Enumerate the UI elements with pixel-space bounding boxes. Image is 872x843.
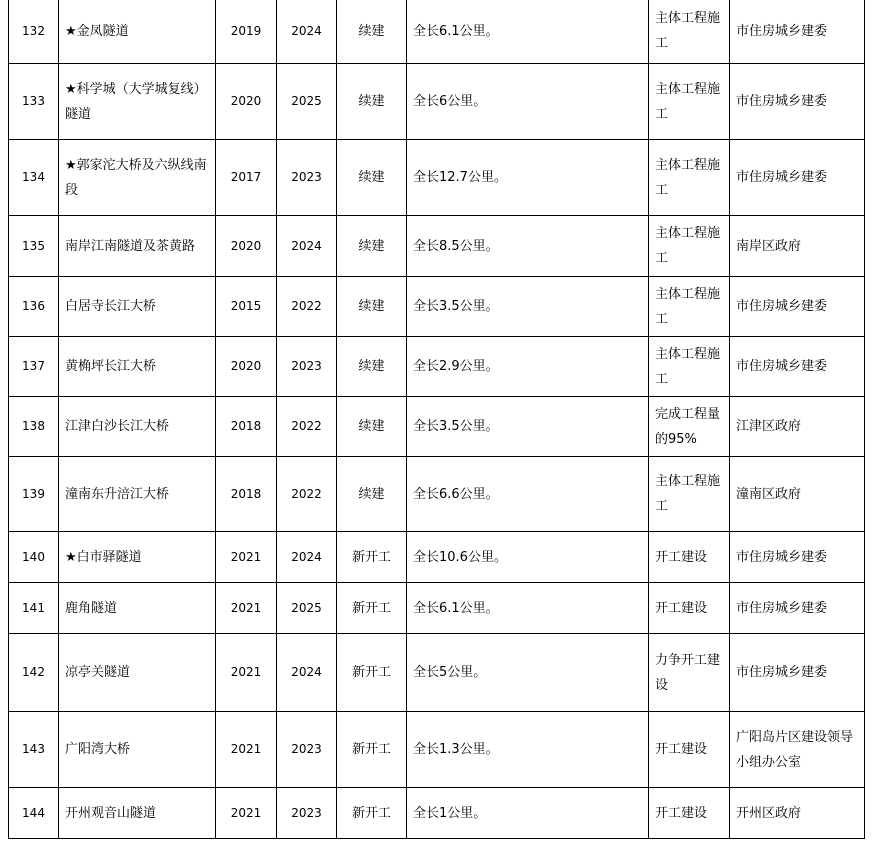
construction-scale-cell: 全长12.7公里。 [407, 140, 649, 216]
row-number-cell: 139 [9, 457, 59, 532]
table-row [9, 583, 865, 634]
project-name-cell: 潼南东升涪江大桥 [59, 457, 216, 532]
construction-scale-cell: 全长6公里。 [407, 64, 649, 140]
construction-type-cell: 续建 [337, 277, 407, 337]
construction-type-cell: 新开工 [337, 634, 407, 712]
project-name-cell: ★白市驿隧道 [59, 532, 216, 583]
annual-progress-cell: 主体工程施工 [649, 457, 730, 532]
construction-type-cell: 续建 [337, 140, 407, 216]
construction-scale-cell: 全长1.3公里。 [407, 712, 649, 788]
annual-progress-cell: 开工建设 [649, 532, 730, 583]
end-year-cell: 2025 [277, 64, 337, 140]
construction-scale-cell: 全长5公里。 [407, 634, 649, 712]
responsible-unit-cell: 开州区政府 [730, 788, 865, 839]
end-year-cell: 2023 [277, 337, 337, 397]
table-row [9, 277, 865, 337]
construction-scale-cell: 全长10.6公里。 [407, 532, 649, 583]
annual-progress-cell: 主体工程施工 [649, 0, 730, 64]
annual-progress-cell: 开工建设 [649, 788, 730, 839]
table-body [9, 0, 865, 839]
end-year-cell: 2022 [277, 457, 337, 532]
responsible-unit-cell: 市住房城乡建委 [730, 583, 865, 634]
row-number-cell: 138 [9, 397, 59, 457]
project-name-cell: 南岸江南隧道及茶黄路 [59, 216, 216, 277]
row-number-cell: 133 [9, 64, 59, 140]
project-name-cell: ★科学城（大学城复线）隧道 [59, 64, 216, 140]
table-row [9, 634, 865, 712]
construction-type-cell: 续建 [337, 337, 407, 397]
row-number-cell: 141 [9, 583, 59, 634]
construction-type-cell: 续建 [337, 0, 407, 64]
end-year-cell: 2023 [277, 712, 337, 788]
responsible-unit-cell: 市住房城乡建委 [730, 64, 865, 140]
end-year-cell: 2022 [277, 397, 337, 457]
construction-scale-cell: 全长2.9公里。 [407, 337, 649, 397]
annual-progress-cell: 完成工程量的95% [649, 397, 730, 457]
annual-progress-cell: 主体工程施工 [649, 140, 730, 216]
start-year-cell: 2021 [216, 532, 277, 583]
end-year-cell: 2024 [277, 634, 337, 712]
end-year-cell: 2023 [277, 140, 337, 216]
project-name-cell: ★郭家沱大桥及六纵线南段 [59, 140, 216, 216]
construction-scale-cell: 全长6.6公里。 [407, 457, 649, 532]
project-name-cell: 白居寺长江大桥 [59, 277, 216, 337]
table-row [9, 788, 865, 839]
construction-type-cell: 新开工 [337, 712, 407, 788]
construction-scale-cell: 全长3.5公里。 [407, 277, 649, 337]
start-year-cell: 2020 [216, 216, 277, 277]
responsible-unit-cell: 南岸区政府 [730, 216, 865, 277]
start-year-cell: 2020 [216, 337, 277, 397]
project-name-cell: ★金凤隧道 [59, 0, 216, 64]
table-row [9, 0, 865, 64]
annual-progress-cell: 主体工程施工 [649, 337, 730, 397]
responsible-unit-cell: 江津区政府 [730, 397, 865, 457]
responsible-unit-cell: 市住房城乡建委 [730, 0, 865, 64]
annual-progress-cell: 力争开工建设 [649, 634, 730, 712]
construction-scale-cell: 全长6.1公里。 [407, 0, 649, 64]
construction-type-cell: 新开工 [337, 583, 407, 634]
start-year-cell: 2021 [216, 712, 277, 788]
row-number-cell: 142 [9, 634, 59, 712]
project-name-cell: 黄桷坪长江大桥 [59, 337, 216, 397]
row-number-cell: 144 [9, 788, 59, 839]
responsible-unit-cell: 市住房城乡建委 [730, 277, 865, 337]
annual-progress-cell: 开工建设 [649, 712, 730, 788]
row-number-cell: 140 [9, 532, 59, 583]
project-table [8, 0, 865, 839]
table-row [9, 712, 865, 788]
construction-type-cell: 续建 [337, 216, 407, 277]
start-year-cell: 2017 [216, 140, 277, 216]
responsible-unit-cell: 市住房城乡建委 [730, 532, 865, 583]
project-name-cell: 开州观音山隧道 [59, 788, 216, 839]
start-year-cell: 2019 [216, 0, 277, 64]
start-year-cell: 2021 [216, 788, 277, 839]
table-row [9, 397, 865, 457]
project-name-cell: 江津白沙长江大桥 [59, 397, 216, 457]
responsible-unit-cell: 市住房城乡建委 [730, 337, 865, 397]
end-year-cell: 2024 [277, 216, 337, 277]
table-row [9, 337, 865, 397]
construction-type-cell: 续建 [337, 64, 407, 140]
end-year-cell: 2023 [277, 788, 337, 839]
row-number-cell: 134 [9, 140, 59, 216]
responsible-unit-cell: 广阳岛片区建设领导小组办公室 [730, 712, 865, 788]
table-row [9, 457, 865, 532]
end-year-cell: 2022 [277, 277, 337, 337]
project-name-cell: 广阳湾大桥 [59, 712, 216, 788]
responsible-unit-cell: 潼南区政府 [730, 457, 865, 532]
annual-progress-cell: 主体工程施工 [649, 64, 730, 140]
end-year-cell: 2024 [277, 532, 337, 583]
project-name-cell: 鹿角隧道 [59, 583, 216, 634]
responsible-unit-cell: 市住房城乡建委 [730, 634, 865, 712]
construction-scale-cell: 全长8.5公里。 [407, 216, 649, 277]
end-year-cell: 2024 [277, 0, 337, 64]
row-number-cell: 132 [9, 0, 59, 64]
project-name-cell: 凉亭关隧道 [59, 634, 216, 712]
annual-progress-cell: 开工建设 [649, 583, 730, 634]
construction-type-cell: 续建 [337, 457, 407, 532]
end-year-cell: 2025 [277, 583, 337, 634]
start-year-cell: 2015 [216, 277, 277, 337]
table-row [9, 532, 865, 583]
construction-type-cell: 新开工 [337, 788, 407, 839]
annual-progress-cell: 主体工程施工 [649, 277, 730, 337]
construction-scale-cell: 全长3.5公里。 [407, 397, 649, 457]
start-year-cell: 2021 [216, 583, 277, 634]
row-number-cell: 135 [9, 216, 59, 277]
construction-scale-cell: 全长6.1公里。 [407, 583, 649, 634]
construction-scale-cell: 全长1公里。 [407, 788, 649, 839]
construction-type-cell: 新开工 [337, 532, 407, 583]
start-year-cell: 2020 [216, 64, 277, 140]
responsible-unit-cell: 市住房城乡建委 [730, 140, 865, 216]
start-year-cell: 2018 [216, 397, 277, 457]
row-number-cell: 137 [9, 337, 59, 397]
row-number-cell: 143 [9, 712, 59, 788]
construction-type-cell: 续建 [337, 397, 407, 457]
annual-progress-cell: 主体工程施工 [649, 216, 730, 277]
table-row [9, 140, 865, 216]
start-year-cell: 2021 [216, 634, 277, 712]
start-year-cell: 2018 [216, 457, 277, 532]
row-number-cell: 136 [9, 277, 59, 337]
table-row [9, 216, 865, 277]
table-row [9, 64, 865, 140]
